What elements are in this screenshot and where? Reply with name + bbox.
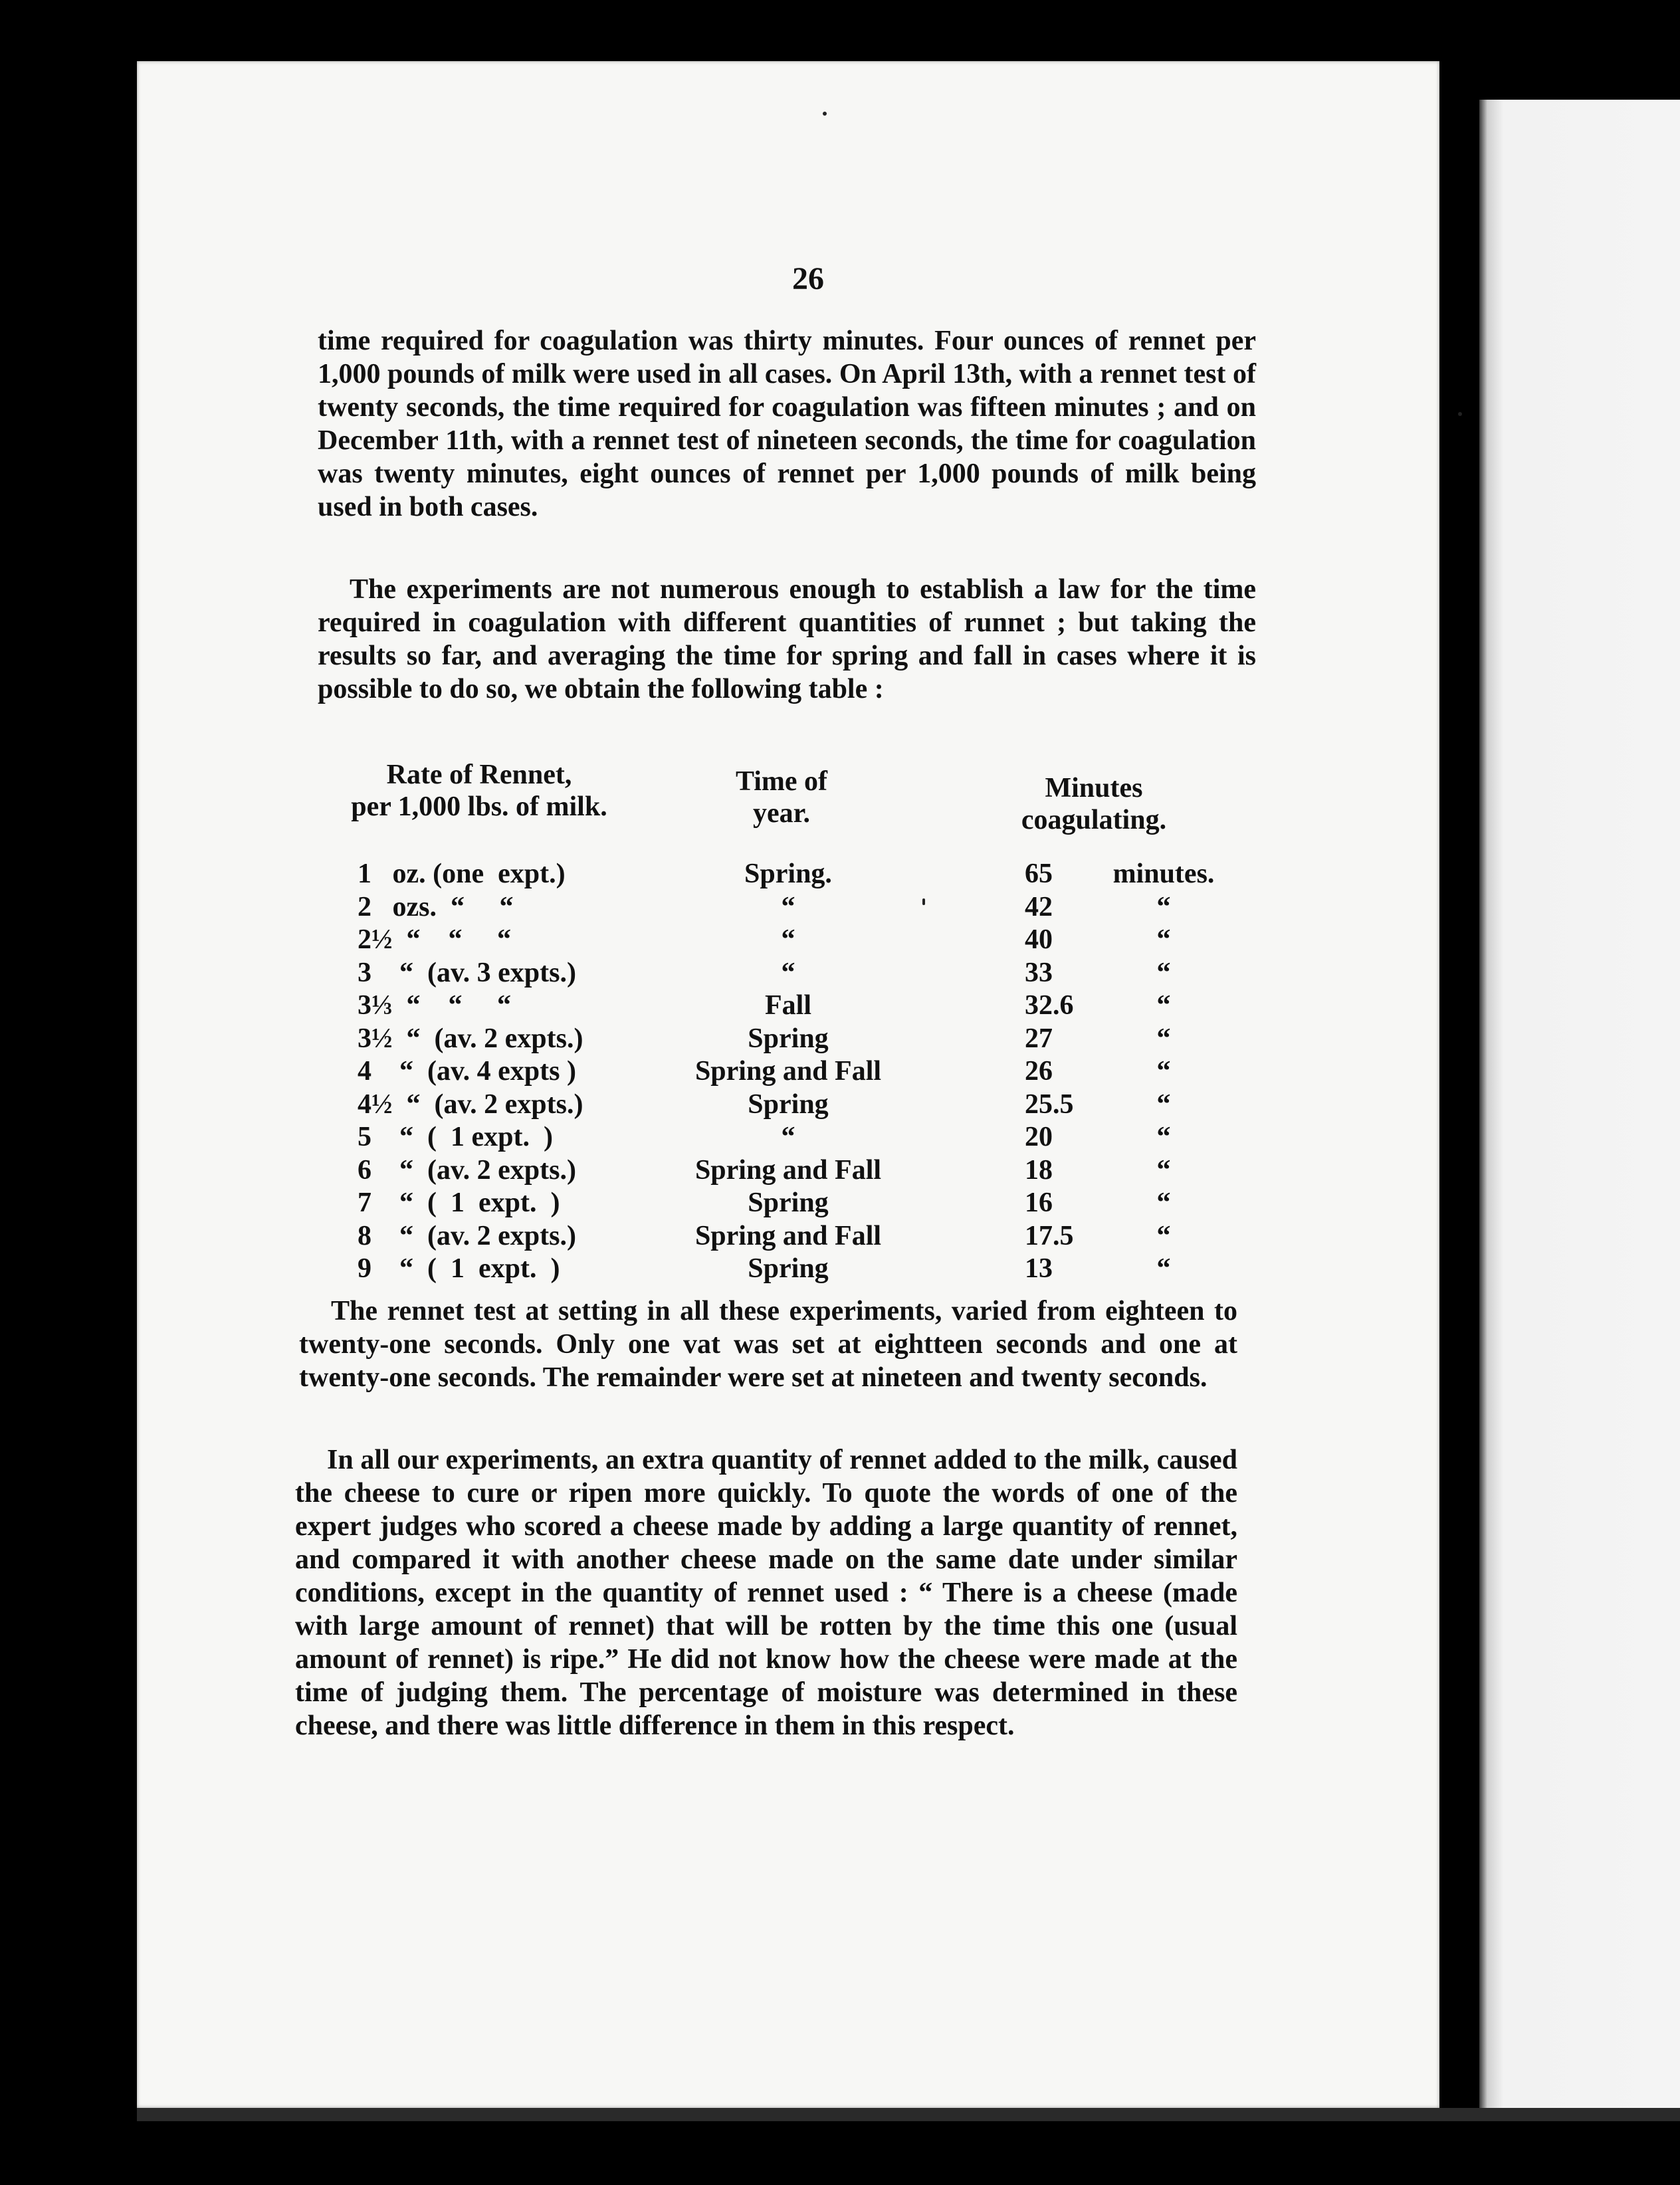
minutes-cell: 42 xyxy=(1025,891,1053,922)
paragraph-3: The rennet test at setting in all these experiments, varied from eighteen to twenty-one seconds. Only one vat was set at eightteen seconds and one at twenty-one seconds. The remainder were set at nineteen and twenty seconds. xyxy=(299,1296,1237,1393)
unit-cell: “ xyxy=(1156,1188,1171,1218)
paragraph-2: The experiments are not numerous enough to establish a law for the time required in coagulation with different quantities of runnet ; but taking the results so far, and averaging the time for spring and fall in cases where it is possible to do so, we obtain the following table : xyxy=(318,574,1256,704)
unit-cell: “ xyxy=(1156,1122,1171,1152)
season-cell: Spring and Fall xyxy=(694,1220,882,1251)
unit-cell: minutes. xyxy=(1112,859,1215,889)
unit-cell: “ xyxy=(1156,1089,1171,1120)
rate-cell: 8 “ (av. 2 expts.) xyxy=(358,1220,576,1251)
scan-speck xyxy=(922,898,925,905)
paragraph-4: In all our experiments, an extra quantity of rennet added to the milk, caused the cheese to cure or ripen more quickly. To quote the words of one of the expert judges who scored a cheese made by adding a large quantity of rennet, and compared it with another cheese made on the same date under similar conditions, except in the quantity of rennet used : “ There is a cheese (made with large amount of rennet) that will be rotten by the time this one (usual amount of rennet) is ripe.” He did not know how the cheese were made at the time of judging them. The percentage of moisture was determined in these cheese, and there was little difference in them in this respect. xyxy=(295,1445,1237,1741)
table-row xyxy=(323,1186,1227,1219)
season-cell: Spring xyxy=(748,1188,829,1218)
rate-cell: 7 “ ( 1 expt. ) xyxy=(358,1188,560,1218)
rate-cell: 4 “ (av. 4 expts ) xyxy=(358,1056,576,1087)
rate-cell: 5 “ ( 1 expt. ) xyxy=(358,1122,553,1152)
season-cell: “ xyxy=(781,1122,795,1152)
unit-cell: “ xyxy=(1156,1154,1171,1186)
rate-cell: 1 oz. (one expt.) xyxy=(358,859,566,889)
rate-cell: 4½ “ (av. 2 expts.) xyxy=(358,1089,583,1120)
season-cell: “ xyxy=(781,891,795,922)
unit-cell: “ xyxy=(1156,1023,1171,1054)
minutes-cell: 33 xyxy=(1025,957,1053,988)
season-cell: Spring xyxy=(748,1089,829,1120)
header-minutes-line2: coagulating. xyxy=(1021,805,1167,835)
rate-cell: 3½ “ (av. 2 expts.) xyxy=(358,1023,583,1054)
scan-bottom-shadow xyxy=(137,2108,1680,2121)
minutes-cell: 25.5 xyxy=(1025,1089,1074,1120)
header-minutes-line1: Minutes xyxy=(1045,773,1143,803)
minutes-cell: 32.6 xyxy=(1025,990,1074,1021)
minutes-cell: 27 xyxy=(1025,1023,1053,1054)
header-rate-line2: per 1,000 lbs. of milk. xyxy=(351,791,607,822)
page-number: 26 xyxy=(792,261,824,296)
rate-cell: 9 “ ( 1 expt. ) xyxy=(358,1253,560,1284)
rate-cell: 2½ “ “ “ xyxy=(358,924,511,955)
unit-cell: “ xyxy=(1156,990,1171,1021)
table-row xyxy=(323,989,1227,1022)
minutes-cell: 18 xyxy=(1025,1154,1053,1186)
header-rate-line1: Rate of Rennet, xyxy=(386,760,572,790)
table-row xyxy=(323,923,1227,956)
header-time-line1: Time of xyxy=(735,766,828,797)
table-row xyxy=(323,1088,1227,1121)
scan-speck xyxy=(823,112,827,116)
minutes-cell: 26 xyxy=(1025,1056,1053,1087)
table-row xyxy=(323,1022,1227,1055)
season-cell: Spring. xyxy=(744,859,832,889)
season-cell: Spring xyxy=(748,1253,829,1284)
rate-cell: 3⅓ “ “ “ xyxy=(358,990,511,1021)
minutes-cell: 17.5 xyxy=(1025,1220,1074,1251)
table-row xyxy=(323,1154,1227,1187)
minutes-cell: 40 xyxy=(1025,924,1053,955)
header-minutes xyxy=(981,772,1207,836)
table-row xyxy=(323,1219,1227,1253)
unit-cell: “ xyxy=(1156,1220,1171,1251)
unit-cell: “ xyxy=(1156,924,1171,955)
minutes-cell: 20 xyxy=(1025,1122,1053,1152)
table-row xyxy=(323,956,1227,989)
season-cell: Fall xyxy=(765,990,811,1021)
season-cell: Spring and Fall xyxy=(694,1154,882,1186)
minutes-cell: 13 xyxy=(1025,1253,1053,1284)
season-cell: Spring xyxy=(748,1023,829,1054)
scan-speck xyxy=(1458,412,1462,416)
season-cell: “ xyxy=(781,957,795,988)
minutes-cell: 65 xyxy=(1025,859,1053,889)
paragraph-1: time required for coagulation was thirty minutes. Four ounces of rennet per 1,000 pounds of milk were used in all cases. On April 13th, with a rennet test of twenty seconds, the time required for coagulation was fifteen minutes ; and on December 11th, with a rennet test of nineteen seconds, the time for coagulation was twenty minutes, eight ounces of rennet per 1,000 pounds of milk being used in both cases. xyxy=(318,326,1256,522)
rate-cell: 3 “ (av. 3 expts.) xyxy=(358,957,576,988)
season-cell: “ xyxy=(781,924,795,955)
table-row xyxy=(323,890,1227,924)
unit-cell: “ xyxy=(1156,1056,1171,1087)
rennet-table xyxy=(323,759,1227,1284)
unit-cell: “ xyxy=(1156,957,1171,988)
rate-cell: 6 “ (av. 2 expts.) xyxy=(358,1154,576,1186)
unit-cell: “ xyxy=(1156,1253,1171,1284)
unit-cell: “ xyxy=(1156,891,1171,922)
table-row xyxy=(323,1120,1227,1154)
header-rate xyxy=(323,759,635,823)
table-row xyxy=(323,1055,1227,1088)
table-row xyxy=(323,1252,1227,1285)
table-row xyxy=(323,857,1227,890)
header-time-line2: year. xyxy=(753,798,810,829)
adjacent-page-edge xyxy=(1479,100,1680,2113)
header-time-of-year xyxy=(675,766,888,829)
season-cell: Spring and Fall xyxy=(694,1056,882,1087)
rate-cell: 2 ozs. “ “ xyxy=(358,891,514,922)
minutes-cell: 16 xyxy=(1025,1188,1053,1218)
